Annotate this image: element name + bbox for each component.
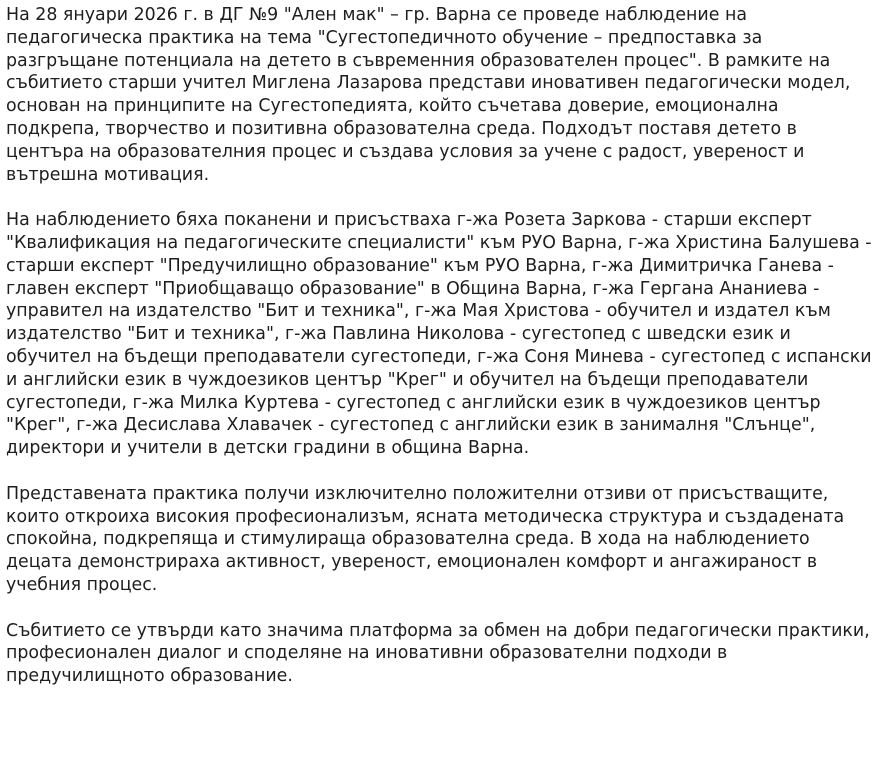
paragraph-conclusion: Събитието се утвърди като значима платформа за обмен на добри педагогически практики, професионален диалог и споделяне на иновативни образователни подходи в предучилищното образование. [6, 620, 870, 687]
paragraph-event-intro: На 28 януари 2026 г. в ДГ №9 "Ален мак" – гр. Варна се проведе наблюдение на педагогическа практика на тема "Сугестопедичното обучение – предпоставка за разгръщане потенциала на детето в съвременния образователен процес". В рамките на събитието старши учител Миглена Лазарова представи иновативен педагогически модел, основан на принципите на Сугестопедията, който съчетава доверие, емоционална подкрепа, творчество и позитивна образователна среда. Подходът поставя детето в центъра на образователния процес и създава условия за учене с радост, увереност и вътрешна мотивация. [6, 5, 851, 185]
paragraph-attendees: На наблюдението бяха поканени и присъстваха г-жа Розета Заркова - старши експерт "Квалификация на педагогическите специалисти" към РУО Варна, г-жа Христина Балушева - старши експерт "Предучилищно образование" към РУО Варна, г-жа Димитричка Ганева - главен експерт "Приобщаващо образование" в Община Варна, г-жа Гергана Ананиева - управител на издателство "Бит и техника", г-жа Мая Христова - обучител и издател към издателство "Бит и техника", г-жа Павлина Николова - сугестопед с шведски език и обучител на бъдещи преподаватели сугестопеди, г-жа Соня Минева - сугестопед с испански и английски език в чуждоезиков център "Крег" и обучител на бъдещи преподаватели сугестопеди, г-жа Милка Куртева - сугестопед с английски език в чуждоезиков център "Крег", г-жа Десислава Хлавачек - сугестопед с английски език в занималня "Слънце", директори и учители в детски градини в община Варна. [6, 210, 872, 459]
paragraph-feedback: Представената практика получи изключително положителни отзиви от присъстващите, които откроиха високия професионализъм, ясната методическа структура и създадената спокойна, подкрепяща и стимулираща образователна среда. В хода на наблюдението децата демонстрираха активност, увереност, емоционален комфорт и ангажираност в учебния процес. [6, 483, 845, 595]
